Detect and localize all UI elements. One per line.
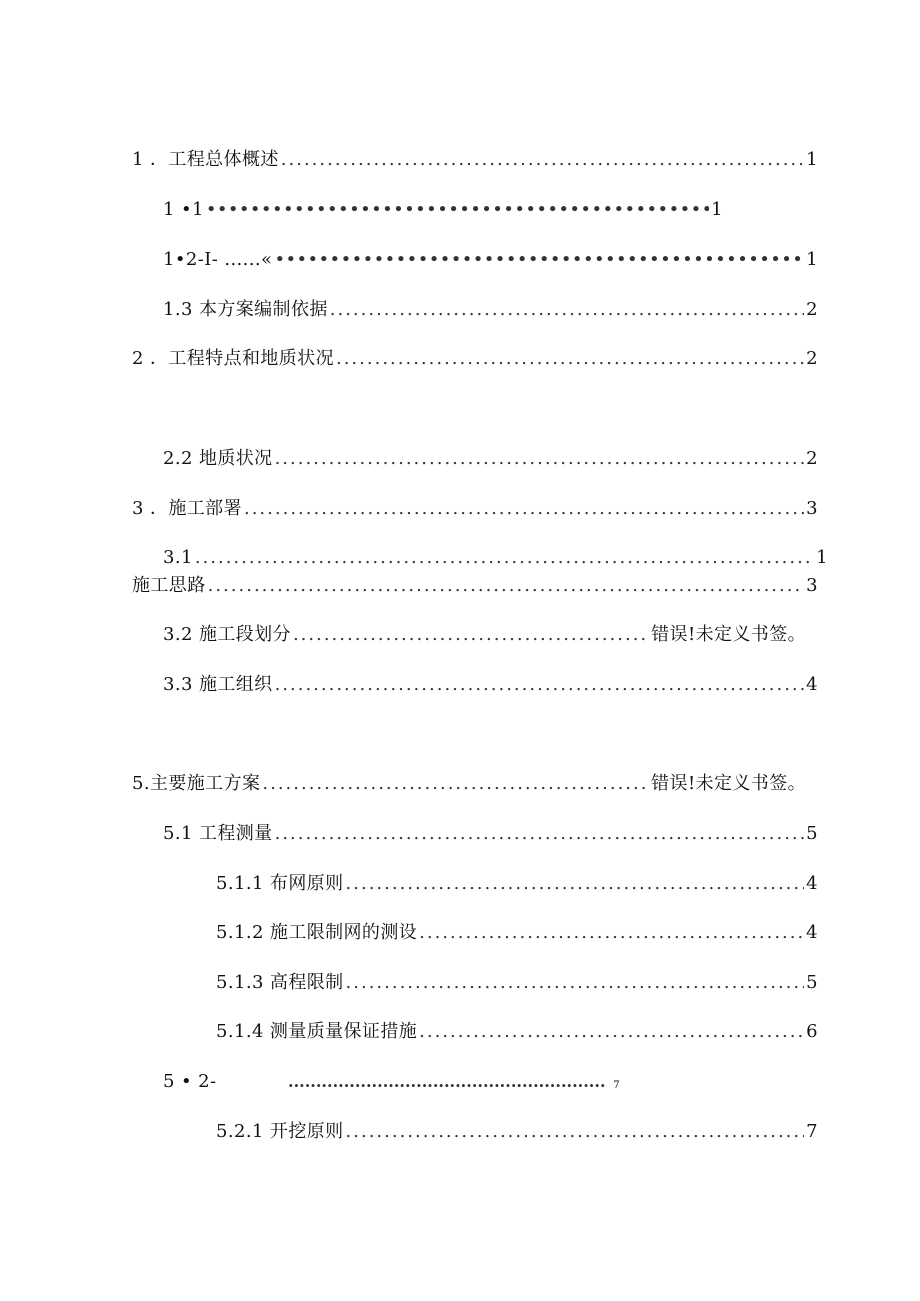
toc-leader-dots <box>275 673 805 697</box>
toc-entry[interactable] <box>163 298 818 322</box>
toc-entry[interactable] <box>163 447 818 471</box>
toc-leader-dots <box>346 872 805 896</box>
toc-entry-page: 2 <box>806 348 818 369</box>
toc-entry[interactable] <box>163 673 818 697</box>
toc-entry-page: 4 <box>806 873 818 894</box>
toc-entry-title: 2.2 地质状况 <box>163 448 273 469</box>
toc-entry-title: 3 ．施工部署 <box>132 498 242 519</box>
toc-entry-title[interactable]: 5 • 2- <box>163 1071 217 1092</box>
toc-entry[interactable] <box>288 1070 620 1094</box>
toc-entry[interactable] <box>216 921 818 945</box>
toc-entry-title: 5.1 工程测量 <box>163 823 273 844</box>
toc-leader-dots <box>330 298 804 322</box>
toc-entry-title: 5.1.2 施工限制网的测设 <box>216 922 418 943</box>
toc-leader-dots <box>281 148 804 172</box>
toc-entry-page: 5 <box>806 823 818 844</box>
toc-entry-page: 7 <box>806 1121 818 1142</box>
toc-leader-dots <box>262 772 649 796</box>
toc-leader-dots <box>275 447 805 471</box>
toc-entry-title: 5.1.3 高程限制 <box>216 972 344 993</box>
toc-entry-page: 错误!未定义书签。 <box>651 773 806 794</box>
toc-entry-page: 2 <box>806 448 818 469</box>
toc-entry[interactable] <box>163 198 723 222</box>
toc-leader-dots <box>336 347 804 371</box>
toc-leader-dots <box>346 971 805 995</box>
toc-entry-page: 7 <box>613 1080 620 1091</box>
toc-leader-dots <box>288 1070 607 1094</box>
toc-leader-bullets <box>274 248 804 272</box>
toc-entry[interactable] <box>163 546 828 570</box>
toc-entry-title: 施工思路 <box>132 575 206 596</box>
toc-entry-page: 1 <box>806 149 818 170</box>
toc-leader-dots <box>293 623 649 647</box>
toc-entry-title: 5.主要施工方案 <box>132 773 261 794</box>
toc-entry-page: 1 <box>806 249 818 270</box>
toc-leader-dots <box>419 921 804 945</box>
toc-leader-dots <box>208 574 805 598</box>
toc-entry-title: 5.2.1 开挖原则 <box>216 1121 344 1142</box>
toc-entry[interactable] <box>163 623 806 647</box>
toc-entry[interactable] <box>132 772 806 796</box>
toc-entry-title: 3.2 施工段划分 <box>163 624 291 645</box>
toc-entry[interactable] <box>163 822 818 846</box>
toc-entry-title: 3.1 <box>163 547 193 568</box>
toc-entry-page: 4 <box>806 922 818 943</box>
toc-entry-page: 错误!未定义书签。 <box>651 624 806 645</box>
toc-entry-title: 2 ．工程特点和地质状况 <box>132 348 334 369</box>
toc-entry-page: 1 <box>816 547 828 568</box>
toc-entry-page: 6 <box>806 1021 818 1042</box>
toc-entry[interactable] <box>216 1120 818 1144</box>
toc-entry-title: 1•2-I- ......« <box>163 249 273 270</box>
toc-entry[interactable] <box>163 248 818 272</box>
toc-entry-title: 5.1.4 测量质量保证措施 <box>216 1021 418 1042</box>
toc-entry[interactable] <box>132 574 818 598</box>
toc-leader-bullets <box>206 198 709 222</box>
toc-entry-page: 2 <box>806 299 818 320</box>
toc-entry-page: 4 <box>806 674 818 695</box>
toc-entry[interactable] <box>132 497 818 521</box>
toc-leader-dots <box>244 497 804 521</box>
toc-leader-dots <box>195 546 814 570</box>
toc-entry-page: 3 <box>806 575 818 596</box>
toc-entry-page: 5 <box>806 972 818 993</box>
toc-entry-title: 3.3 施工组织 <box>163 674 273 695</box>
toc-entry-title: 5.1.1 布网原则 <box>216 873 344 894</box>
toc-entry[interactable] <box>216 872 818 896</box>
toc-entry[interactable] <box>132 148 818 172</box>
toc-leader-dots <box>275 822 805 846</box>
toc-entry-title: 1 •1 <box>163 199 204 220</box>
toc-entry-page: 3 <box>806 498 818 519</box>
toc-entry-page: 1 <box>711 199 723 220</box>
toc-leader-dots <box>346 1120 805 1144</box>
toc-entry-title: 1 ．工程总体概述 <box>132 149 279 170</box>
toc-entry-title: 1.3 本方案编制依据 <box>163 299 328 320</box>
toc-leader-dots <box>419 1020 804 1044</box>
toc-entry[interactable] <box>216 1020 818 1044</box>
toc-entry[interactable] <box>132 347 818 371</box>
toc-entry[interactable] <box>216 971 818 995</box>
